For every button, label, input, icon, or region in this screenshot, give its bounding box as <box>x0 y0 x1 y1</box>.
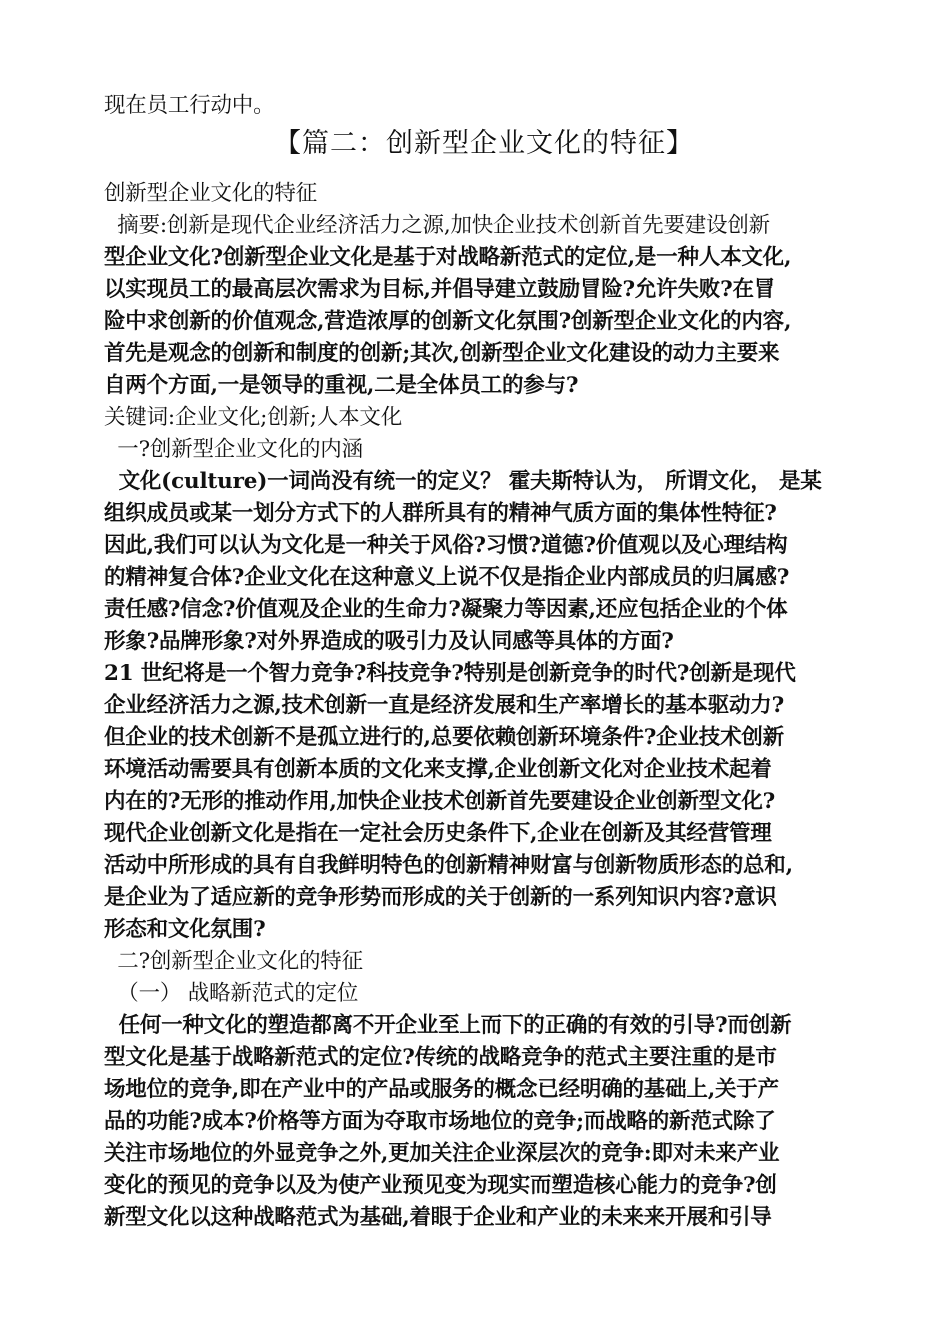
text-line: 型企业文化?创新型企业文化是基于对战略新范式的定位,是一种人本文化, <box>104 245 792 270</box>
text-line: 因此,我们可以认为文化是一种关于风俗?习惯?道德?价值观以及心理结构 <box>104 533 788 558</box>
text-line: 环境活动需要具有创新本质的文化来支撑,企业创新文化对企业技术起着 <box>104 757 772 782</box>
section-title: 【篇二：创新型企业文化的特征】 <box>274 128 694 159</box>
body-text <box>104 178 864 1234</box>
text-line: 二?创新型企业文化的特征 <box>104 949 363 974</box>
text-line: 摘要:创新是现代企业经济活力之源,加快企业技术创新首先要建设创新 <box>104 213 770 238</box>
text-line: 新型文化以这种战略范式为基础,着眼于企业和产业的未来来开展和引导 <box>104 1205 772 1230</box>
text-line: 但企业的技术创新不是孤立进行的,总要依赖创新环境条件?企业技术创新 <box>104 725 784 750</box>
text-line: 组织成员或某一划分方式下的人群所具有的精神气质方面的集体性特征? <box>104 501 777 526</box>
text-line: （一） 战略新范式的定位 <box>104 981 359 1006</box>
text-line: 一?创新型企业文化的内涵 <box>104 437 363 462</box>
text-line: 型文化是基于战略新范式的定位?传统的战略竞争的范式主要注重的是市 <box>104 1045 777 1070</box>
text-line: 任何一种文化的塑造都离不开企业至上而下的正确的有效的引导?而创新 <box>104 1013 792 1038</box>
text-line: 内在的?无形的推动作用,加快企业技术创新首先要建设企业创新型文化? <box>104 789 776 814</box>
text-line: 首先是观念的创新和制度的创新;其次,创新型企业文化建设的动力主要来 <box>104 341 780 366</box>
text-line: 活动中所形成的具有自我鲜明特色的创新精神财富与创新物质形态的总和, <box>104 853 793 878</box>
text-line: 是企业为了适应新的竞争形势而形成的关于创新的一系列知识内容?意识 <box>104 885 777 910</box>
text-line: 关键词:企业文化;创新;人本文化 <box>104 405 403 430</box>
text-line: 险中求创新的价值观念,营造浓厚的创新文化氛围?创新型企业文化的内容, <box>104 309 792 334</box>
text-line: 文化(culture)一词尚没有统一的定义？ 霍夫斯特认为， 所谓文化， 是某 <box>104 469 822 494</box>
text-line: 形象?品牌形象?对外界造成的吸引力及认同感等具体的方面? <box>104 629 674 654</box>
text-line: 变化的预见的竞争以及为使产业预见变为现实而塑造核心能力的竞争?创 <box>104 1173 777 1198</box>
text-line: 品的功能?成本?价格等方面为夺取市场地位的竞争;而战略的新范式除了 <box>104 1109 776 1134</box>
text-line: 现在员工行动中。 <box>104 93 275 118</box>
text-line: 自两个方面,一是领导的重视,二是全体员工的参与? <box>104 373 579 398</box>
document-page <box>104 90 864 1234</box>
text-line: 场地位的竞争,即在产业中的产品或服务的概念已经明确的基础上,关于产 <box>104 1077 779 1102</box>
text-line: 21 世纪将是一个智力竞争?科技竞争?特别是创新竞争的时代?创新是现代 <box>104 661 796 686</box>
text-line: 责任感?信念?价值观及企业的生命力?凝聚力等因素,还应包括企业的个体 <box>104 597 788 622</box>
text-line: 企业经济活力之源,技术创新一直是经济发展和生产率增长的基本驱动力? <box>104 693 784 718</box>
text-line: 形态和文化氛围? <box>104 917 266 942</box>
text-line: 创新型企业文化的特征 <box>104 181 318 206</box>
text-line: 以实现员工的最高层次需求为目标,并倡导建立鼓励冒险?允许失败?在冒 <box>104 277 776 302</box>
text-line: 关注市场地位的外显竞争之外,更加关注企业深层次的竞争:即对未来产业 <box>104 1141 780 1166</box>
text-line: 现代企业创新文化是指在一定社会历史条件下,企业在创新及其经营管理 <box>104 821 772 846</box>
text-line: 的精神复合体?企业文化在这种意义上说不仅是指企业内部成员的归属感? <box>104 565 790 590</box>
